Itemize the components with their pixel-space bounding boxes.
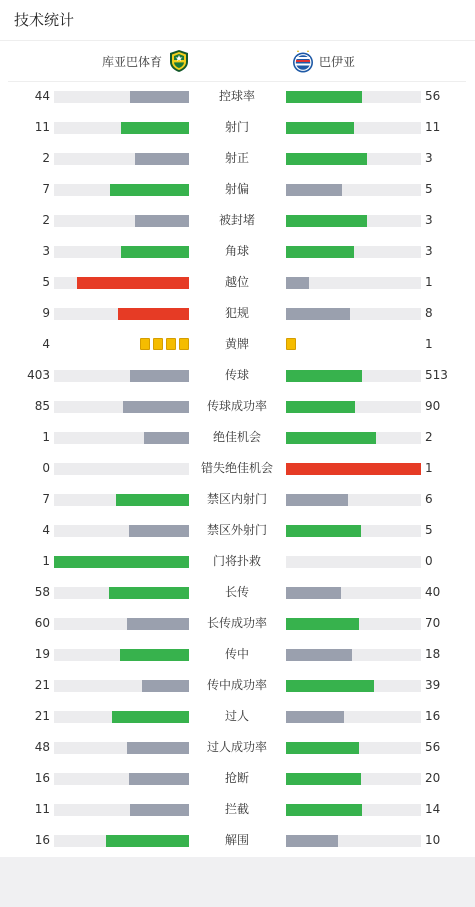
home-stat-bar — [54, 184, 189, 196]
away-stat-bar — [286, 370, 421, 382]
away-stat-bar-fill — [286, 370, 362, 382]
home-stat-value: 58 — [34, 585, 50, 599]
home-stat-value: 16 — [34, 771, 50, 785]
stat-row — [0, 763, 475, 794]
stat-row — [0, 298, 475, 329]
home-stat-value: 85 — [34, 399, 50, 413]
home-team-name: 库亚巴体育 — [102, 54, 163, 69]
home-stat-bar — [54, 308, 189, 320]
away-stat-bar — [286, 494, 421, 506]
home-stat-bar-fill — [121, 246, 189, 258]
yellow-card-icon — [140, 338, 150, 350]
away-stat-bar — [286, 184, 421, 196]
away-stat-bar-fill — [286, 432, 376, 444]
away-stat-bar — [286, 153, 421, 165]
home-stat-bar — [54, 401, 189, 413]
stat-row — [0, 81, 475, 112]
away-stat-bar — [286, 618, 421, 630]
away-stat-bar — [286, 680, 421, 692]
home-stat-bar — [54, 91, 189, 103]
home-stat-value: 7 — [42, 492, 50, 506]
home-stat-bar-fill — [144, 432, 189, 444]
stat-label: 门将扑救 — [212, 554, 261, 568]
home-stat-bar-fill — [135, 153, 189, 165]
stat-row — [0, 794, 475, 825]
stat-label: 传中 — [224, 647, 249, 661]
home-team-crest-icon — [168, 49, 190, 73]
home-stat-value: 4 — [42, 337, 50, 351]
home-stat-bar — [54, 277, 189, 289]
yellow-card-icon — [166, 338, 176, 350]
away-stat-bar — [286, 742, 421, 754]
home-stat-bar — [54, 742, 189, 754]
home-stat-value: 2 — [42, 151, 50, 165]
stat-label: 错失绝佳机会 — [200, 461, 273, 475]
stat-row — [0, 732, 475, 763]
away-stat-bar — [286, 649, 421, 661]
away-stat-bar — [286, 804, 421, 816]
home-stat-bar — [54, 680, 189, 692]
away-stat-value: 90 — [425, 399, 441, 413]
away-stat-bar-fill — [286, 742, 359, 754]
away-stat-bar-fill — [286, 215, 367, 227]
away-stat-bar-fill — [286, 680, 374, 692]
home-stat-bar — [54, 649, 189, 661]
yellow-card-icon — [179, 338, 189, 350]
stat-row — [0, 391, 475, 422]
stat-label: 传中成功率 — [206, 678, 267, 692]
away-stat-bar — [286, 277, 421, 289]
home-stat-bar-fill — [135, 215, 189, 227]
home-stat-bar — [54, 370, 189, 382]
away-stat-value: 20 — [425, 771, 441, 785]
away-stat-value: 1 — [425, 337, 433, 351]
home-team-header[interactable] — [102, 48, 190, 74]
stat-label: 解围 — [224, 833, 249, 847]
home-stat-bar-fill — [109, 587, 189, 599]
home-stat-value: 2 — [42, 213, 50, 227]
away-stat-value: 8 — [425, 306, 433, 320]
home-stat-bar — [54, 215, 189, 227]
home-stat-value: 4 — [42, 523, 50, 537]
stat-label: 过人成功率 — [206, 740, 267, 754]
stat-row — [0, 112, 475, 143]
away-stat-bar-fill — [286, 804, 362, 816]
away-stat-value: 1 — [425, 461, 433, 475]
stat-row — [0, 608, 475, 639]
stat-label: 射门 — [224, 120, 249, 134]
stat-row — [0, 360, 475, 391]
away-stat-bar-fill — [286, 401, 355, 413]
stat-row — [0, 670, 475, 701]
home-stat-value: 1 — [42, 554, 50, 568]
away-stat-bar-fill — [286, 277, 309, 289]
away-stat-value: 56 — [425, 89, 441, 103]
stat-row — [0, 577, 475, 608]
away-stat-value: 10 — [425, 833, 441, 847]
stat-label: 黄牌 — [224, 337, 249, 351]
away-stat-bar-fill — [286, 91, 362, 103]
stat-label: 禁区外射门 — [206, 523, 267, 537]
away-stat-value: 11 — [425, 120, 441, 134]
away-stat-bar — [286, 556, 421, 568]
home-stat-bar-fill — [54, 556, 189, 568]
home-stat-value: 9 — [42, 306, 50, 320]
away-stat-bar — [286, 432, 421, 444]
stat-row — [0, 484, 475, 515]
away-stat-bar — [286, 711, 421, 723]
home-stat-bar-fill — [106, 835, 189, 847]
stat-label: 传球成功率 — [206, 399, 267, 413]
stat-row — [0, 639, 475, 670]
stat-row — [0, 453, 475, 484]
stat-label: 过人 — [224, 709, 249, 723]
stat-label: 长传成功率 — [206, 616, 267, 630]
stat-label: 绝佳机会 — [212, 430, 261, 444]
home-stat-bar-fill — [77, 277, 189, 289]
away-stat-bar-fill — [286, 711, 344, 723]
home-stat-value: 403 — [27, 368, 50, 382]
stat-label: 越位 — [224, 275, 249, 289]
home-stat-value: 21 — [34, 678, 50, 692]
away-stat-bar — [286, 463, 421, 475]
away-stat-bar-fill — [286, 835, 338, 847]
away-stat-bar-fill — [286, 153, 367, 165]
stat-row — [0, 701, 475, 732]
away-stat-bar-fill — [286, 184, 342, 196]
away-stat-bar — [286, 308, 421, 320]
stat-label: 角球 — [224, 244, 249, 258]
away-stat-bar — [286, 122, 421, 134]
home-stat-bar — [54, 122, 189, 134]
away-stat-bar-fill — [286, 463, 421, 475]
home-stat-value: 7 — [42, 182, 50, 196]
away-stat-bar-fill — [286, 122, 354, 134]
home-stat-value: 0 — [42, 461, 50, 475]
home-stat-bar-fill — [120, 649, 189, 661]
stat-label: 长传 — [224, 585, 249, 599]
away-stat-bar-fill — [286, 525, 361, 537]
away-stat-bar-fill — [286, 246, 354, 258]
away-stat-bar — [286, 773, 421, 785]
away-stat-value: 2 — [425, 430, 433, 444]
away-stat-value: 6 — [425, 492, 433, 506]
home-stat-bar-fill — [123, 401, 189, 413]
home-stat-bar — [54, 432, 189, 444]
home-stat-bar-fill — [129, 525, 189, 537]
home-stat-bar-fill — [127, 618, 189, 630]
away-yellow-cards — [286, 338, 296, 350]
divider — [0, 40, 475, 41]
away-stat-bar — [286, 246, 421, 258]
home-stat-bar — [54, 463, 189, 475]
home-stat-bar-fill — [142, 680, 189, 692]
home-yellow-cards — [140, 338, 189, 350]
home-stat-bar — [54, 153, 189, 165]
stat-label: 控球率 — [218, 89, 255, 103]
away-stat-value: 18 — [425, 647, 441, 661]
stat-label: 拦截 — [224, 802, 249, 816]
home-stat-bar-fill — [130, 370, 189, 382]
away-stat-value: 56 — [425, 740, 441, 754]
away-stat-value: 1 — [425, 275, 433, 289]
away-stat-bar-fill — [286, 773, 361, 785]
home-stat-bar-fill — [127, 742, 189, 754]
away-team-header[interactable] — [292, 48, 355, 74]
away-stat-bar-fill — [286, 587, 341, 599]
stat-row — [0, 546, 475, 577]
away-stat-bar-fill — [286, 618, 359, 630]
away-stat-bar — [286, 525, 421, 537]
stat-row — [0, 422, 475, 453]
home-stat-bar — [54, 835, 189, 847]
away-team-crest-icon — [292, 49, 314, 73]
yellow-card-icon — [286, 338, 296, 350]
home-stat-bar-fill — [121, 122, 189, 134]
home-stat-value: 48 — [34, 740, 50, 754]
home-stat-value: 19 — [34, 647, 50, 661]
away-stat-bar — [286, 835, 421, 847]
away-stat-value: 70 — [425, 616, 441, 630]
away-stat-bar-fill — [286, 649, 352, 661]
home-stat-bar — [54, 525, 189, 537]
away-stat-value: 16 — [425, 709, 441, 723]
stat-label: 射偏 — [224, 182, 249, 196]
stat-label: 犯规 — [224, 306, 249, 320]
stat-label: 抢断 — [224, 771, 249, 785]
home-stat-bar — [54, 773, 189, 785]
home-stat-value: 5 — [42, 275, 50, 289]
stat-label: 禁区内射门 — [206, 492, 267, 506]
stat-row — [0, 329, 475, 360]
away-stat-value: 5 — [425, 523, 433, 537]
away-stat-bar — [286, 215, 421, 227]
home-stat-value: 11 — [34, 120, 50, 134]
away-stat-value: 3 — [425, 151, 433, 165]
away-team-name: 巴伊亚 — [319, 54, 356, 69]
home-stat-value: 21 — [34, 709, 50, 723]
stat-row — [0, 143, 475, 174]
away-stat-value: 40 — [425, 585, 441, 599]
away-stat-bar — [286, 587, 421, 599]
stat-label: 被封堵 — [218, 213, 255, 227]
away-stat-bar — [286, 91, 421, 103]
away-stat-bar-fill — [286, 494, 348, 506]
home-stat-value: 60 — [34, 616, 50, 630]
home-stat-bar-fill — [110, 184, 189, 196]
home-stat-bar — [54, 556, 189, 568]
yellow-card-icon — [153, 338, 163, 350]
home-stat-value: 1 — [42, 430, 50, 444]
away-stat-value: 513 — [425, 368, 448, 382]
stat-row — [0, 825, 475, 856]
away-stat-value: 14 — [425, 802, 441, 816]
stat-row — [0, 174, 475, 205]
stat-row — [0, 267, 475, 298]
stat-row — [0, 515, 475, 546]
home-stat-bar-fill — [130, 804, 189, 816]
stat-label: 射正 — [224, 151, 249, 165]
home-stat-value: 16 — [34, 833, 50, 847]
home-stat-bar — [54, 587, 189, 599]
away-stat-value: 5 — [425, 182, 433, 196]
home-stat-value: 44 — [34, 89, 50, 103]
page-title: 技术统计 — [14, 11, 75, 29]
home-stat-bar-fill — [116, 494, 189, 506]
home-stat-bar — [54, 246, 189, 258]
home-stat-bar-fill — [130, 91, 189, 103]
stat-label: 传球 — [224, 368, 249, 382]
home-stat-bar — [54, 804, 189, 816]
away-stat-value: 39 — [425, 678, 441, 692]
home-stat-bar — [54, 494, 189, 506]
stat-row — [0, 205, 475, 236]
stat-row — [0, 236, 475, 267]
away-stat-value: 3 — [425, 244, 433, 258]
away-stat-bar-fill — [286, 308, 350, 320]
home-stat-value: 3 — [42, 244, 50, 258]
home-stat-value: 11 — [34, 802, 50, 816]
home-stat-bar-fill — [129, 773, 189, 785]
home-stat-bar — [54, 618, 189, 630]
away-stat-value: 3 — [425, 213, 433, 227]
away-stat-value: 0 — [425, 554, 433, 568]
home-stat-bar — [54, 711, 189, 723]
home-stat-bar-fill — [118, 308, 189, 320]
home-stat-bar-fill — [112, 711, 189, 723]
away-stat-bar — [286, 401, 421, 413]
